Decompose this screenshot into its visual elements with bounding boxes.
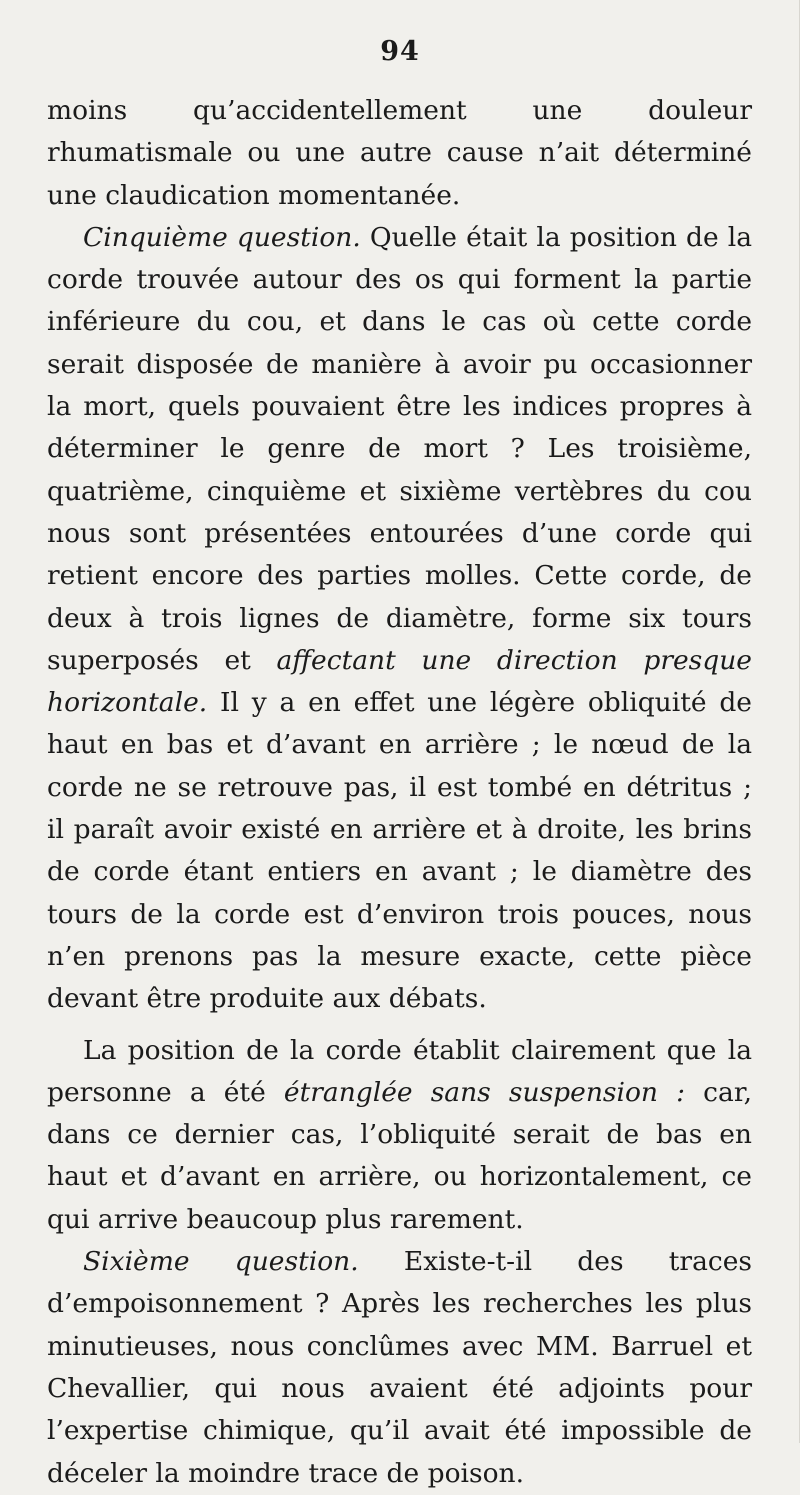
page-number: 94 bbox=[380, 36, 420, 67]
paragraph-fifth-question bbox=[47, 217, 752, 1021]
question-label: Cinquième question. bbox=[83, 221, 361, 253]
paragraph-text: La position de la corde établit clairement que la personne a été bbox=[47, 1034, 752, 1108]
emphasis-text: étranglée sans suspension : bbox=[283, 1076, 686, 1108]
paragraph-sixth-question bbox=[47, 1241, 752, 1495]
question-label: Sixième question. bbox=[83, 1246, 359, 1278]
paragraph-text-continued: Il y a en effet une légère obliquité de haut en bas et d’avant en arrière ; le nœud de la corde ne se retrouve pas, il est tombé en détritus ; il paraît avoir existé en arrière et à droite, les brins de corde étant entiers en avant ; le diamètre des tours de la corde est d’environ trois pouces, nous n’en prenons pas la mesure exacte, cette pièce devant être produite aux débats. bbox=[47, 687, 752, 1015]
page-body bbox=[47, 90, 752, 1495]
emphasis-text: affectant une direction presque horizontale. bbox=[47, 644, 752, 719]
paragraph-text-continued: car, dans ce dernier cas, l’obliquité serait de bas en haut et d’avant en arrière, ou horizontalement, ce qui arrive beaucoup plus rarement. bbox=[47, 1076, 752, 1235]
paragraph-text: Quelle était la position de la corde trouvée autour des os qui forment la partie inférieure du cou, et dans le cas où cette corde serait disposée de manière à avoir pu occasionner la mort, quels pouvaient être les indices propres à déterminer le genre de mort ? Les troisième, quatrième, cinquième et sixième vertèbres du cou nous sont présentées entourées d’une corde qui retient encore des parties molles. Cette corde, de deux à trois lignes de diamètre, forme six tours superposés et bbox=[47, 221, 753, 676]
paragraph-continuation bbox=[47, 90, 752, 217]
paragraph-text: moins qu’accidentellement une douleur rhumatismale ou une autre cause n’ait déterminé une claudication momentanée. bbox=[47, 95, 752, 211]
paragraph-text: Existe-t-il des traces d’empoisonnement ? Après les recherches les plus minutieuses, nous conclûmes avec MM. Barruel et Chevallier, qui nous avaient été adjoints pour l’expertise chimique, qu’il avait été impossible de déceler la moindre trace de poison. bbox=[47, 1246, 752, 1489]
paragraph-conclusion bbox=[47, 1030, 752, 1241]
